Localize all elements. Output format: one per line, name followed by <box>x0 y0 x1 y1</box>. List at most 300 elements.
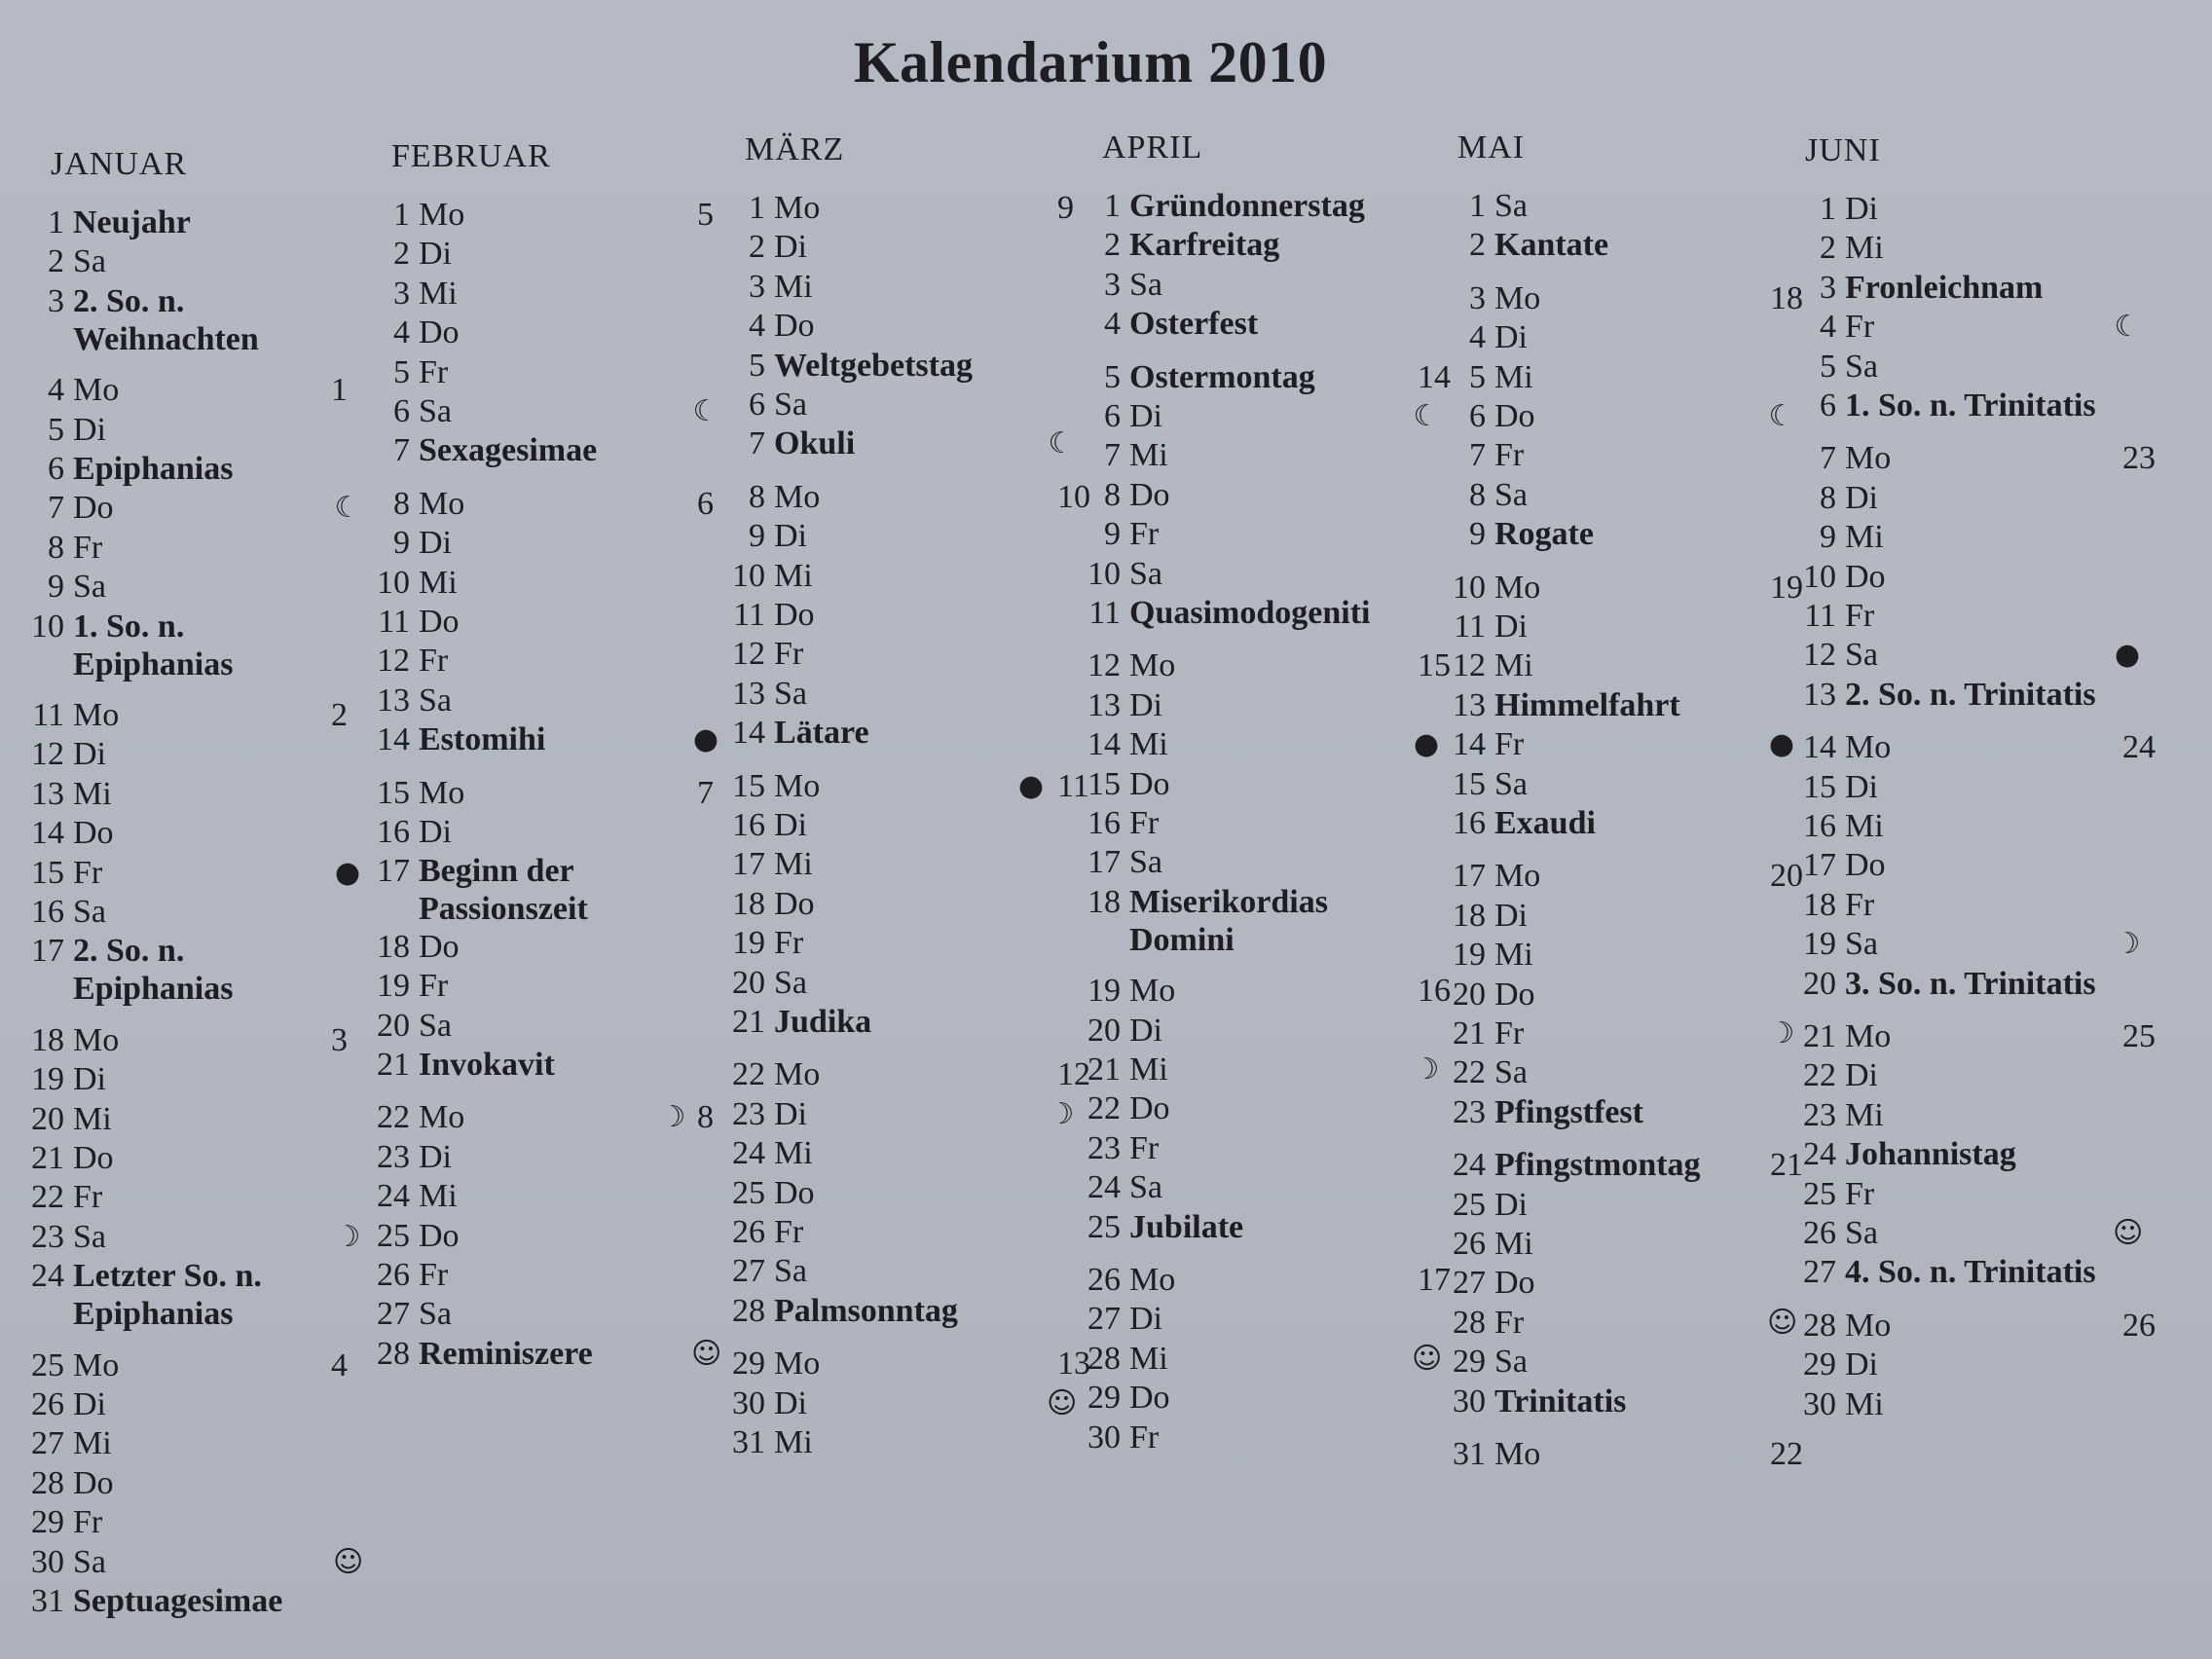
day-entry <box>1066 1092 1170 1125</box>
day-entry <box>355 564 458 601</box>
day-entry <box>1431 571 1540 605</box>
day-entry <box>711 638 803 671</box>
moon-phase-new-icon: ● <box>692 722 719 757</box>
week-number: 11 <box>1057 767 1089 804</box>
day-number: 11 <box>1088 595 1121 631</box>
day-entry <box>355 1217 460 1254</box>
day-number: 2 <box>1469 227 1486 264</box>
weekday-label: Mi <box>774 268 813 305</box>
day-entry <box>711 809 807 842</box>
day-number: 11 <box>1804 598 1836 634</box>
day-entry <box>711 427 855 461</box>
weekday-label: Mi <box>774 846 813 883</box>
weekday-label: Mo <box>419 485 465 522</box>
weekday-label: Fr <box>1494 726 1525 763</box>
weekday-label: Mi <box>1845 808 1884 844</box>
weekday-label: Sa <box>1129 266 1162 303</box>
day-entry <box>1782 886 1875 923</box>
day-entry <box>1066 597 1370 630</box>
holiday-name: Estomihi <box>419 721 546 758</box>
weekday-label: Mo <box>774 767 821 804</box>
day-number: 8 <box>48 529 64 566</box>
day-entry <box>355 606 460 639</box>
day-entry <box>711 717 869 750</box>
day-number: 25 <box>31 1346 64 1383</box>
day-number: 20 <box>1088 1012 1121 1049</box>
day-number: 25 <box>1088 1208 1121 1245</box>
day-entry <box>1431 939 1533 972</box>
holiday-name: Pfingstmontag <box>1494 1147 1701 1184</box>
weekday-label: Do <box>1129 1380 1170 1417</box>
day-number: 17 <box>377 853 410 890</box>
day-number: 5 <box>48 411 64 448</box>
day-number: 5 <box>1104 358 1121 395</box>
day-entry <box>10 1464 114 1501</box>
day-entry <box>1066 728 1168 761</box>
day-number: 2 <box>1820 230 1836 267</box>
day-entry <box>1066 975 1175 1008</box>
day-number: 4 <box>1469 319 1486 356</box>
day-number: 27 <box>1803 1254 1836 1291</box>
holiday-name-continued: Passionszeit <box>419 891 588 928</box>
moon-phase-first-icon: ☽ <box>1048 1096 1075 1131</box>
day-number: 28 <box>732 1292 765 1329</box>
week-number: 7 <box>697 774 714 811</box>
day-entry <box>1431 1186 1528 1223</box>
weekday-label: Do <box>419 1217 460 1254</box>
day-number: 14 <box>1088 726 1121 763</box>
day-number: 9 <box>1820 519 1836 556</box>
day-number: 4 <box>1104 306 1121 343</box>
weekday-label: Di <box>1129 1301 1162 1338</box>
day-number: 23 <box>31 1218 64 1255</box>
day-number: 28 <box>1803 1307 1836 1344</box>
day-number: 28 <box>31 1464 64 1501</box>
weekday-label: Mi <box>1845 519 1884 556</box>
day-number: 15 <box>732 767 765 804</box>
day-entry <box>1782 639 1878 672</box>
day-number: 26 <box>1088 1262 1121 1298</box>
day-number: 5 <box>1820 348 1836 385</box>
weekday-label: Fr <box>1845 598 1875 634</box>
day-entry <box>711 347 973 384</box>
day-entry <box>1431 765 1528 802</box>
day-entry <box>355 277 458 311</box>
holiday-name: Jubilate <box>1129 1208 1244 1245</box>
day-number: 14 <box>377 721 410 758</box>
day-entry <box>355 1180 458 1213</box>
day-entry <box>10 1181 102 1214</box>
weekday-label: Mi <box>1845 1385 1884 1422</box>
day-number: 21 <box>377 1047 410 1083</box>
day-entry <box>1066 1171 1162 1204</box>
day-entry <box>10 817 114 850</box>
day-entry <box>711 1255 807 1288</box>
day-number: 29 <box>1453 1344 1486 1381</box>
day-entry <box>1431 476 1528 513</box>
day-entry <box>355 527 452 560</box>
day-entry <box>711 1095 807 1132</box>
day-number: 20 <box>732 964 765 1001</box>
weekday-label: Fr <box>73 1504 103 1541</box>
day-number: 5 <box>1469 358 1486 395</box>
day-entry <box>1431 439 1524 472</box>
day-entry <box>1066 765 1170 802</box>
day-entry <box>1782 810 1884 843</box>
holiday-name: Neujahr <box>73 204 191 240</box>
day-number: 23 <box>1453 1093 1486 1130</box>
day-entry <box>1431 649 1533 682</box>
day-number: 12 <box>732 636 765 673</box>
day-entry <box>1431 358 1533 395</box>
day-number: 25 <box>1453 1186 1486 1223</box>
week-number: 9 <box>1057 190 1074 226</box>
holiday-name: Invokavit <box>419 1047 555 1083</box>
day-number: 26 <box>377 1257 410 1293</box>
day-number: 18 <box>732 885 765 922</box>
day-number: 18 <box>31 1021 64 1058</box>
weekday-label: Sa <box>1494 1054 1528 1091</box>
day-number: 19 <box>1453 937 1486 974</box>
weekday-label: Mi <box>774 1135 813 1172</box>
day-number: 19 <box>1088 973 1121 1010</box>
weekday-label: Fr <box>1845 309 1875 346</box>
weekday-label: Mi <box>1494 1226 1533 1262</box>
holiday-name: Fronleichnam <box>1845 269 2044 306</box>
day-number: 2 <box>393 236 410 273</box>
day-number: 12 <box>377 643 410 680</box>
day-entry <box>1782 1348 1878 1382</box>
weekday-label: Fr <box>73 1179 103 1216</box>
holiday-name: Ostermontag <box>1129 358 1315 395</box>
weekday-label: Di <box>1845 191 1878 227</box>
day-number: 29 <box>1803 1346 1836 1383</box>
day-number: 7 <box>1104 437 1121 474</box>
day-entry <box>711 231 807 264</box>
day-number: 6 <box>749 387 765 423</box>
day-number: 20 <box>377 1007 410 1044</box>
day-entry <box>10 1100 112 1137</box>
holiday-name: Quasimodogeniti <box>1129 595 1371 631</box>
weekday-label: Mi <box>1494 358 1533 395</box>
day-entry <box>1431 728 1524 761</box>
week-number: 15 <box>1418 647 1451 684</box>
weekday-label: Fr <box>73 854 103 891</box>
day-entry <box>711 1058 820 1091</box>
weekday-label: Sa <box>419 1007 452 1044</box>
weekday-label: Di <box>419 525 452 562</box>
weekday-label: Di <box>1845 1057 1878 1094</box>
day-number: 12 <box>1803 637 1836 674</box>
day-number: 15 <box>1803 768 1836 805</box>
holiday-name: Judika <box>774 1004 872 1040</box>
day-number: 17 <box>1803 847 1836 884</box>
day-number: 29 <box>1088 1380 1121 1417</box>
weekday-label: Do <box>419 604 460 640</box>
day-entry <box>711 848 813 881</box>
day-entry <box>1782 965 2096 1002</box>
weekday-label: Do <box>1845 847 1886 884</box>
day-number: 13 <box>1803 676 1836 713</box>
weekday-label: Mo <box>774 190 821 226</box>
day-number: 8 <box>749 478 765 515</box>
day-entry <box>10 1388 106 1421</box>
weekday-label: Fr <box>419 968 449 1005</box>
weekday-label: Mi <box>1129 1051 1168 1088</box>
weekday-label: Sa <box>1129 844 1162 881</box>
day-number: 14 <box>31 815 64 852</box>
weekday-label: Do <box>419 928 460 965</box>
day-number: 31 <box>732 1424 765 1460</box>
day-number: 27 <box>1453 1265 1486 1302</box>
weekday-label: Mo <box>73 697 120 733</box>
weekday-label: Sa <box>1494 765 1528 802</box>
weekday-label: Mi <box>1494 647 1533 684</box>
day-number: 30 <box>1088 1419 1121 1456</box>
weekday-label: Mi <box>774 557 813 594</box>
day-entry <box>10 935 233 1006</box>
moon-phase-last-icon: ☾ <box>2114 310 2141 345</box>
weekday-label: Sa <box>1129 1169 1162 1206</box>
week-number: 24 <box>2122 729 2156 766</box>
day-entry <box>1782 193 1878 226</box>
day-entry <box>1066 1014 1162 1048</box>
day-entry <box>10 1021 120 1058</box>
moon-phase-full-icon: ☺ <box>691 1336 722 1371</box>
day-entry <box>1431 190 1528 223</box>
holiday-name: Septuagesimae <box>73 1583 283 1619</box>
day-entry <box>10 453 233 486</box>
day-number: 30 <box>1453 1382 1486 1419</box>
weekday-label: Di <box>1494 319 1528 356</box>
holiday-name: 2. So. n. <box>73 282 185 319</box>
day-entry <box>711 599 815 632</box>
day-entry <box>1066 555 1162 592</box>
weekday-label: Fr <box>774 1214 804 1250</box>
day-entry <box>1431 1346 1528 1379</box>
holiday-name: Exaudi <box>1494 805 1596 841</box>
day-number: 1 <box>1104 188 1121 224</box>
day-entry <box>355 1007 452 1044</box>
weekday-label: Mi <box>73 1100 112 1137</box>
day-number: 7 <box>749 425 765 462</box>
day-entry <box>10 1218 106 1255</box>
day-number: 20 <box>1803 965 1836 1002</box>
week-number: 26 <box>2122 1307 2156 1344</box>
day-number: 28 <box>377 1335 410 1372</box>
day-number: 27 <box>732 1253 765 1290</box>
day-entry <box>1066 1303 1162 1336</box>
day-entry <box>1066 439 1168 472</box>
day-number: 13 <box>31 775 64 812</box>
week-number: 10 <box>1057 478 1090 515</box>
day-entry <box>1066 190 1365 223</box>
day-entry <box>10 854 103 891</box>
day-number: 12 <box>1453 647 1486 684</box>
day-entry <box>711 310 815 343</box>
day-entry <box>10 206 191 240</box>
moon-phase-full-icon: ☺ <box>2113 1216 2144 1250</box>
weekday-label: Mo <box>419 1099 465 1136</box>
holiday-name: Pfingstfest <box>1494 1093 1643 1130</box>
day-entry <box>711 268 813 305</box>
weekday-label: Fr <box>774 925 804 962</box>
month-name: MÄRZ <box>745 131 845 167</box>
day-entry <box>10 1142 114 1175</box>
day-number: 10 <box>1803 558 1836 595</box>
weekday-label: Sa <box>73 569 106 606</box>
day-entry <box>1782 1138 2016 1171</box>
day-entry <box>1782 1309 1891 1343</box>
day-entry <box>355 434 597 467</box>
weekday-label: Sa <box>419 393 452 429</box>
day-entry <box>1782 849 1886 882</box>
weekday-label: Mo <box>1494 1436 1541 1472</box>
day-number: 23 <box>732 1095 765 1132</box>
moon-phase-last-icon: ☾ <box>1413 399 1440 433</box>
weekday-label: Sa <box>1845 1215 1878 1251</box>
day-entry <box>10 1260 262 1331</box>
day-entry <box>711 1384 807 1421</box>
day-entry <box>711 1347 820 1381</box>
day-entry <box>10 1346 120 1383</box>
day-number: 31 <box>31 1583 64 1619</box>
weekday-label: Di <box>774 807 807 843</box>
day-number: 27 <box>377 1296 410 1333</box>
holiday-name: 2. So. n. Trinitatis <box>1845 676 2096 713</box>
day-entry <box>355 485 465 522</box>
day-number: 16 <box>31 894 64 930</box>
day-number: 6 <box>1104 398 1121 434</box>
weekday-label: Do <box>1845 558 1886 595</box>
week-number: 12 <box>1057 1056 1090 1093</box>
day-number: 8 <box>1104 476 1121 513</box>
week-number: 17 <box>1418 1262 1451 1298</box>
weekday-label: Di <box>73 1386 106 1422</box>
weekday-label: Mo <box>1494 279 1541 316</box>
weekday-label: Mo <box>1129 647 1176 684</box>
weekday-label: Sa <box>73 243 106 280</box>
weekday-label: Fr <box>419 353 449 390</box>
holiday-name-continued: Epiphanias <box>73 645 234 682</box>
weekday-label: Di <box>1494 897 1528 934</box>
day-number: 11 <box>378 604 410 640</box>
weekday-label: Mi <box>73 775 112 812</box>
day-entry <box>1782 350 1878 384</box>
day-entry <box>711 1426 813 1459</box>
day-entry <box>355 1101 464 1134</box>
day-entry <box>10 282 259 357</box>
weekday-label: Sa <box>1845 348 1878 385</box>
day-entry <box>355 816 452 849</box>
day-number: 15 <box>1088 765 1121 802</box>
moon-phase-new-icon: ● <box>1017 768 1045 803</box>
day-number: 22 <box>31 1179 64 1216</box>
day-number: 17 <box>732 846 765 883</box>
moon-phase-new-icon: ● <box>1413 727 1440 762</box>
day-number: 23 <box>1803 1096 1836 1133</box>
day-entry <box>1431 1267 1535 1300</box>
day-entry <box>1431 1056 1528 1089</box>
day-number: 7 <box>1469 437 1486 474</box>
day-entry <box>1431 1304 1525 1341</box>
day-entry <box>1782 232 1884 265</box>
day-entry <box>711 767 821 804</box>
day-number: 19 <box>377 968 410 1005</box>
holiday-name: 4. So. n. Trinitatis <box>1845 1254 2096 1291</box>
day-entry <box>1066 1129 1160 1166</box>
weekday-label: Mo <box>1845 440 1892 477</box>
day-entry <box>1066 266 1162 303</box>
day-entry <box>1066 1208 1244 1245</box>
holiday-name-continued: Epiphanias <box>73 1296 234 1333</box>
day-entry <box>1066 358 1315 395</box>
day-entry <box>355 353 449 390</box>
moon-phase-new-icon: ● <box>2114 638 2141 673</box>
day-entry <box>355 1138 452 1175</box>
weekday-label: Do <box>1494 1265 1535 1302</box>
day-number: 6 <box>1820 387 1836 424</box>
day-entry <box>10 529 103 566</box>
day-number: 13 <box>377 682 410 719</box>
weekday-label: Di <box>774 1095 807 1132</box>
day-number: 26 <box>1803 1215 1836 1251</box>
day-number: 4 <box>393 314 410 351</box>
day-number: 30 <box>1803 1385 1836 1422</box>
day-number: 24 <box>1803 1136 1836 1173</box>
day-entry <box>355 1259 448 1292</box>
day-number: 18 <box>1803 886 1836 923</box>
weekday-label: Do <box>1129 476 1170 513</box>
weekday-label: Mo <box>1494 858 1541 895</box>
day-number: 3 <box>1469 279 1486 316</box>
moon-phase-first-icon: ☽ <box>2114 927 2141 962</box>
day-number: 23 <box>1088 1129 1121 1166</box>
holiday-name: Sexagesimae <box>419 432 598 469</box>
holiday-name: Reminiszere <box>419 1335 593 1372</box>
day-number: 11 <box>1454 608 1486 645</box>
day-number: 28 <box>1088 1340 1121 1377</box>
moon-phase-first-icon: ☽ <box>1768 1016 1795 1051</box>
day-entry <box>10 610 233 682</box>
day-number: 23 <box>377 1138 410 1175</box>
day-number: 24 <box>1453 1147 1486 1184</box>
weekday-label: Do <box>1129 765 1170 802</box>
day-entry <box>711 964 807 1001</box>
day-number: 27 <box>31 1425 64 1462</box>
month-name: APRIL <box>1102 129 1203 166</box>
moon-phase-new-icon: ● <box>1768 727 1795 762</box>
day-entry <box>10 1427 112 1460</box>
day-entry <box>1782 731 1891 764</box>
day-entry <box>355 1298 452 1331</box>
moon-phase-full-icon: ☺ <box>333 1544 364 1579</box>
week-number: 14 <box>1418 358 1451 395</box>
weekday-label: Fr <box>1845 886 1875 923</box>
day-number: 10 <box>31 608 64 645</box>
day-number: 27 <box>1088 1301 1121 1338</box>
day-entry <box>355 928 460 965</box>
weekday-label: Sa <box>1129 555 1162 592</box>
weekday-label: Di <box>73 736 106 773</box>
day-entry <box>1066 649 1175 682</box>
day-entry <box>1066 1382 1170 1415</box>
week-number: 4 <box>331 1346 348 1383</box>
holiday-name: 1. So. n. Trinitatis <box>1845 387 2096 424</box>
day-number: 14 <box>732 715 765 752</box>
day-entry <box>10 896 106 929</box>
day-number: 19 <box>1803 926 1836 963</box>
